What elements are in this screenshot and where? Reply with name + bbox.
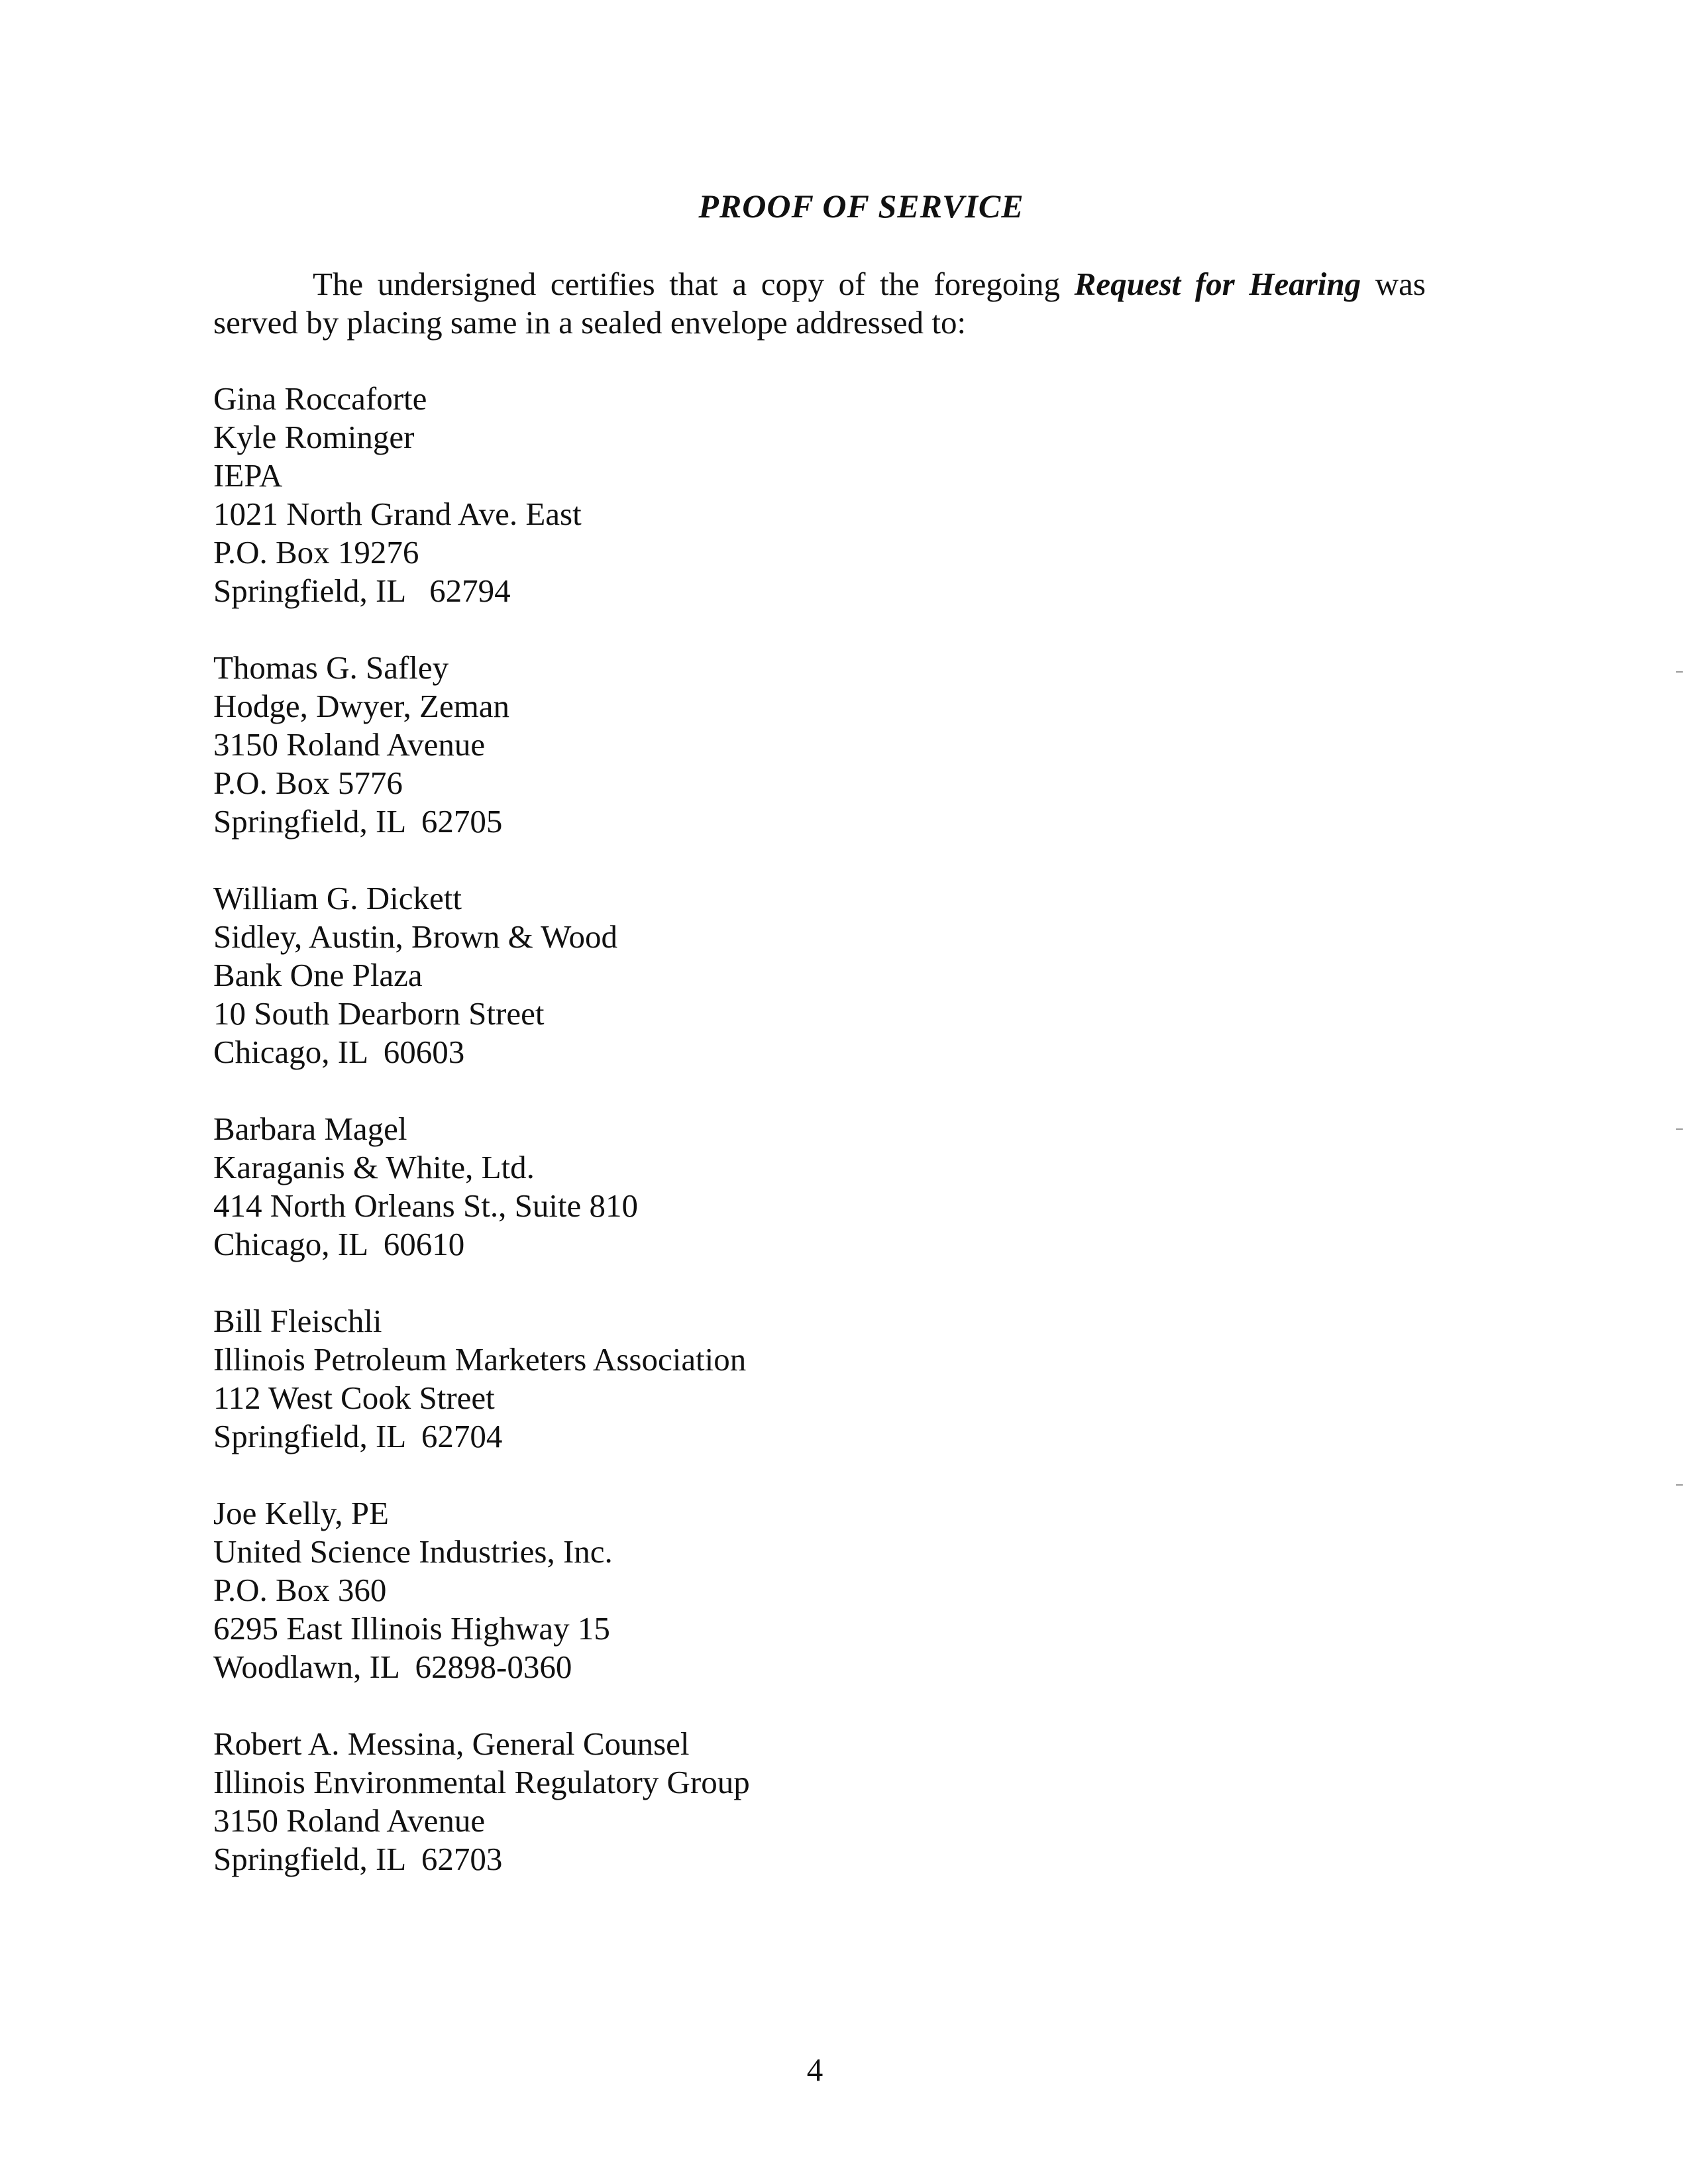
organization: Hodge, Dwyer, Zeman	[213, 688, 510, 724]
address-block	[213, 1725, 1207, 1879]
city-state-zip: Springfield, IL 62794	[213, 573, 511, 609]
recipient-name: Gina Roccaforte	[213, 380, 427, 417]
address-block	[213, 879, 1207, 1071]
organization: Sidley, Austin, Brown & Wood	[213, 918, 617, 955]
page-title: PROOF OF SERVICE	[698, 188, 1024, 225]
organization: Illinois Environmental Regulatory Group	[213, 1764, 750, 1800]
recipient-name: Joe Kelly, PE	[213, 1495, 389, 1531]
recipient-name: William G. Dickett	[213, 880, 462, 916]
recipient-name: Bill Fleischli	[213, 1303, 382, 1339]
street-address: 6295 East Illinois Highway 15	[213, 1610, 610, 1647]
scan-mark	[1676, 671, 1683, 673]
document-reference: Request for Hearing	[1074, 266, 1361, 302]
po-box: P.O. Box 19276	[213, 534, 419, 571]
organization: United Science Industries, Inc.	[213, 1533, 613, 1570]
recipient-name: Barbara Magel	[213, 1111, 407, 1147]
street-address: 10 South Dearborn Street	[213, 995, 545, 1032]
po-box: P.O. Box 360	[213, 1572, 387, 1608]
city-state-zip: Woodlawn, IL 62898-0360	[213, 1649, 572, 1685]
organization: Illinois Petroleum Marketers Association	[213, 1341, 747, 1378]
street-address: 3150 Roland Avenue	[213, 726, 486, 763]
statement-text-after: was served by placing same in a sealed envelope addressed to:	[213, 266, 1426, 341]
recipient-name: Kyle Rominger	[213, 419, 415, 455]
city-state-zip: Springfield, IL 62703	[213, 1841, 503, 1877]
page-number: 4	[806, 2051, 823, 2088]
address-block	[213, 1302, 1207, 1456]
organization: Karaganis & White, Ltd.	[213, 1149, 535, 1185]
city-state-zip: Springfield, IL 62704	[213, 1418, 503, 1454]
scan-mark	[1676, 1484, 1683, 1486]
address-list	[213, 380, 1207, 1917]
organization: IEPA	[213, 457, 283, 494]
city-state-zip: Chicago, IL 60603	[213, 1034, 465, 1070]
statement-text-before: The undersigned certifies that a copy of the foregoing	[313, 266, 1075, 302]
street-address: 414 North Orleans St., Suite 810	[213, 1187, 639, 1224]
city-state-zip: Springfield, IL 62705	[213, 803, 503, 840]
street-address: 3150 Roland Avenue	[213, 1802, 486, 1839]
building: Bank One Plaza	[213, 957, 423, 993]
recipient-name: Thomas G. Safley	[213, 649, 449, 686]
city-state-zip: Chicago, IL 60610	[213, 1226, 465, 1262]
address-block	[213, 649, 1207, 841]
service-statement	[213, 265, 1426, 342]
address-block	[213, 1110, 1207, 1264]
address-block	[213, 1494, 1207, 1686]
address-block	[213, 380, 1207, 610]
scan-mark	[1676, 1128, 1683, 1130]
recipient-name: Robert A. Messina, General Counsel	[213, 1725, 690, 1762]
street-address: 1021 North Grand Ave. East	[213, 496, 582, 532]
po-box: P.O. Box 5776	[213, 765, 403, 801]
street-address: 112 West Cook Street	[213, 1380, 495, 1416]
